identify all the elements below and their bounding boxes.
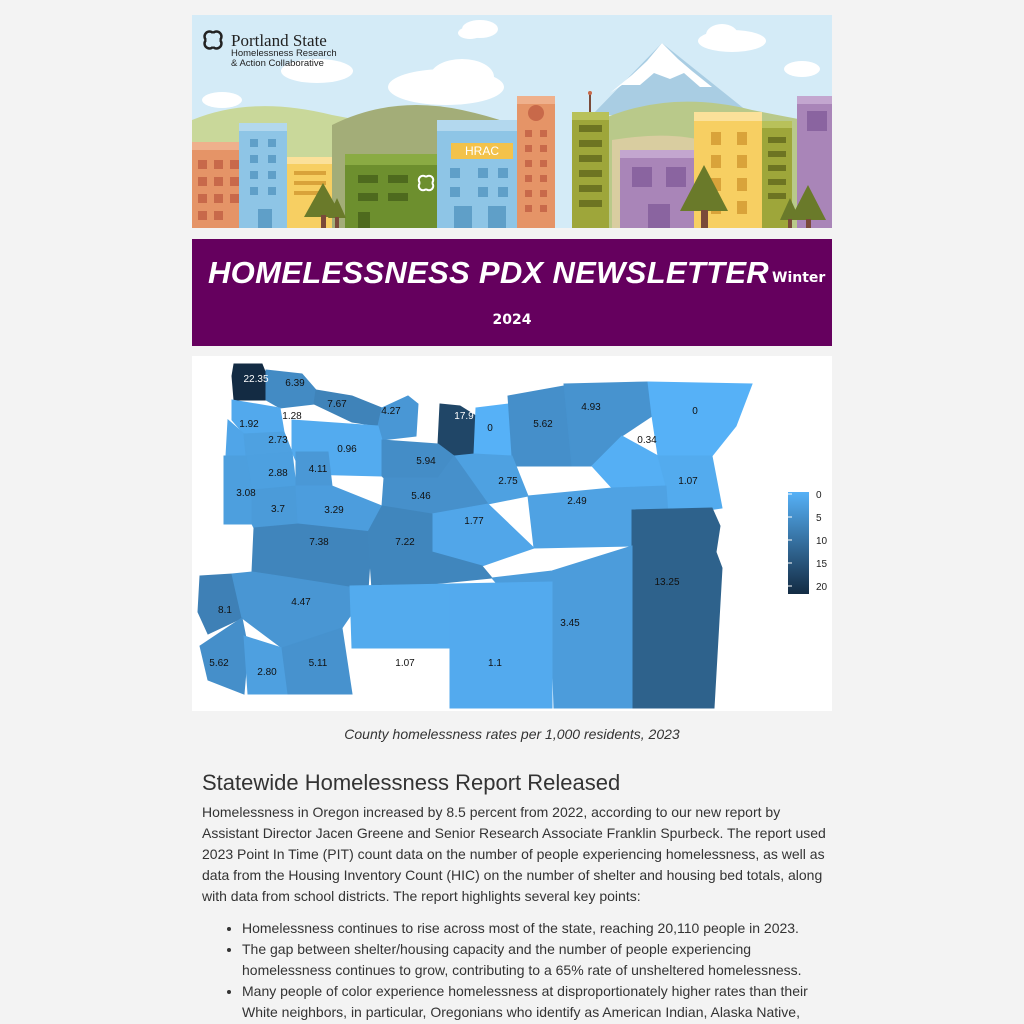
county-rate-label: 7.22 <box>395 537 415 548</box>
county-map <box>192 356 832 711</box>
map-caption: County homelessness rates per 1,000 residents, 2023 <box>344 726 680 742</box>
county-rate-label: 0.34 <box>637 435 657 446</box>
legend-tick-label: 5 <box>816 513 822 524</box>
newsletter-year: 2024 <box>492 312 532 328</box>
county-rate-label: 4.11 <box>308 464 328 475</box>
county-region <box>350 584 452 648</box>
county-region <box>648 382 752 456</box>
county-rate-label: 3.08 <box>236 488 256 499</box>
legend-colorbar <box>788 492 809 594</box>
county-rate-label: 5.94 <box>416 456 436 467</box>
county-rate-label: 7.38 <box>309 537 329 548</box>
header-illustration <box>192 15 832 228</box>
map-legend <box>788 490 828 594</box>
county-rate-label: 1.07 <box>395 658 415 669</box>
org-subtitle-line2: & Action Collaborative <box>231 58 324 69</box>
county-rate-label: 5.46 <box>411 491 431 502</box>
org-subtitle-line1: Homelessness Research <box>231 48 337 59</box>
county-rate-label: 1.28 <box>282 411 302 422</box>
county-region <box>450 582 552 708</box>
legend-tick-label: 15 <box>816 559 828 570</box>
county-rate-label: 7.67 <box>327 399 347 410</box>
article <box>202 770 827 1023</box>
county-region <box>474 404 512 456</box>
legend-tick-label: 10 <box>816 536 828 547</box>
county-rate-label: 17.9 <box>454 411 474 422</box>
newsletter-banner <box>192 239 832 346</box>
county-rate-label: 2.88 <box>268 468 288 479</box>
county-rate-label: 3.45 <box>560 618 580 629</box>
county-region <box>314 390 382 426</box>
newsletter-season: Winter <box>772 270 826 286</box>
county-rate-label: 3.7 <box>271 504 285 515</box>
key-points-list <box>202 918 827 1023</box>
county-rate-label: 4.93 <box>581 402 601 413</box>
county-rate-label: 0.96 <box>337 444 357 455</box>
county-rate-label: 1.1 <box>488 658 502 669</box>
county-rate-label: 2.49 <box>567 496 587 507</box>
newsletter-title: HOMELESSNESS PDX NEWSLETTER <box>208 255 769 290</box>
key-point: • Homelessness continues to rise across most of the state, reaching 20,110 people in 2023. <box>242 918 827 939</box>
key-point: • Many people of color experience homelessness at disproportionately higher rates than their White neighbors, in particular, Oregonians who identify as American Indian, Alaska Native, <box>242 981 827 1023</box>
county-rate-label: 0 <box>487 423 493 434</box>
article-heading: Statewide Homelessness Report Released <box>202 770 621 795</box>
county-rate-label: 0 <box>692 406 698 417</box>
county-rate-label: 4.47 <box>291 597 311 608</box>
legend-tick-label: 0 <box>816 490 822 501</box>
county-rate-label: 1.77 <box>464 516 484 527</box>
county-rate-label: 5.62 <box>209 658 229 669</box>
county-rate-label: 1.92 <box>239 419 259 430</box>
county-rate-label: 6.39 <box>285 378 305 389</box>
county-rate-label: 3.29 <box>324 505 344 516</box>
county-rate-label: 2.73 <box>268 435 288 446</box>
county-map-svg <box>192 356 832 711</box>
county-rate-label: 1.07 <box>678 476 698 487</box>
county-rate-label: 5.11 <box>308 658 328 669</box>
county-rate-label: 5.62 <box>533 419 553 430</box>
county-rate-label: 13.25 <box>654 577 680 588</box>
county-rate-label: 22.35 <box>243 374 269 385</box>
county-region <box>378 396 418 440</box>
key-point: • The gap between shelter/housing capacity and the number of people experiencing homelessness continues to grow, contributing to a 65% rate of unsheltered homelessness. <box>242 939 827 981</box>
county-rate-label: 4.27 <box>381 406 401 417</box>
county-rate-label: 8.1 <box>218 605 232 616</box>
org-name: Portland State <box>231 31 327 50</box>
county-region <box>266 370 316 408</box>
county-rate-label: 2.80 <box>257 667 277 678</box>
building-sign: HRAC <box>464 144 500 158</box>
county-region <box>632 508 722 708</box>
article-body: Homelessness in Oregon increased by 8.5 percent from 2022, according to our new report by Assistant Director Jacen Greene and Senior Research Associate Franklin Spurbeck. The report used 2023 Point In Time (PIT) count data on the number of people experiencing homelessness, as well as data from the Housing Inventory Count (HIC) on the number of shelter and housing bed totals, along with data from school districts. The report highlights several key points: <box>202 804 826 904</box>
county-rate-label: 2.75 <box>498 476 518 487</box>
legend-tick-label: 20 <box>816 582 828 593</box>
